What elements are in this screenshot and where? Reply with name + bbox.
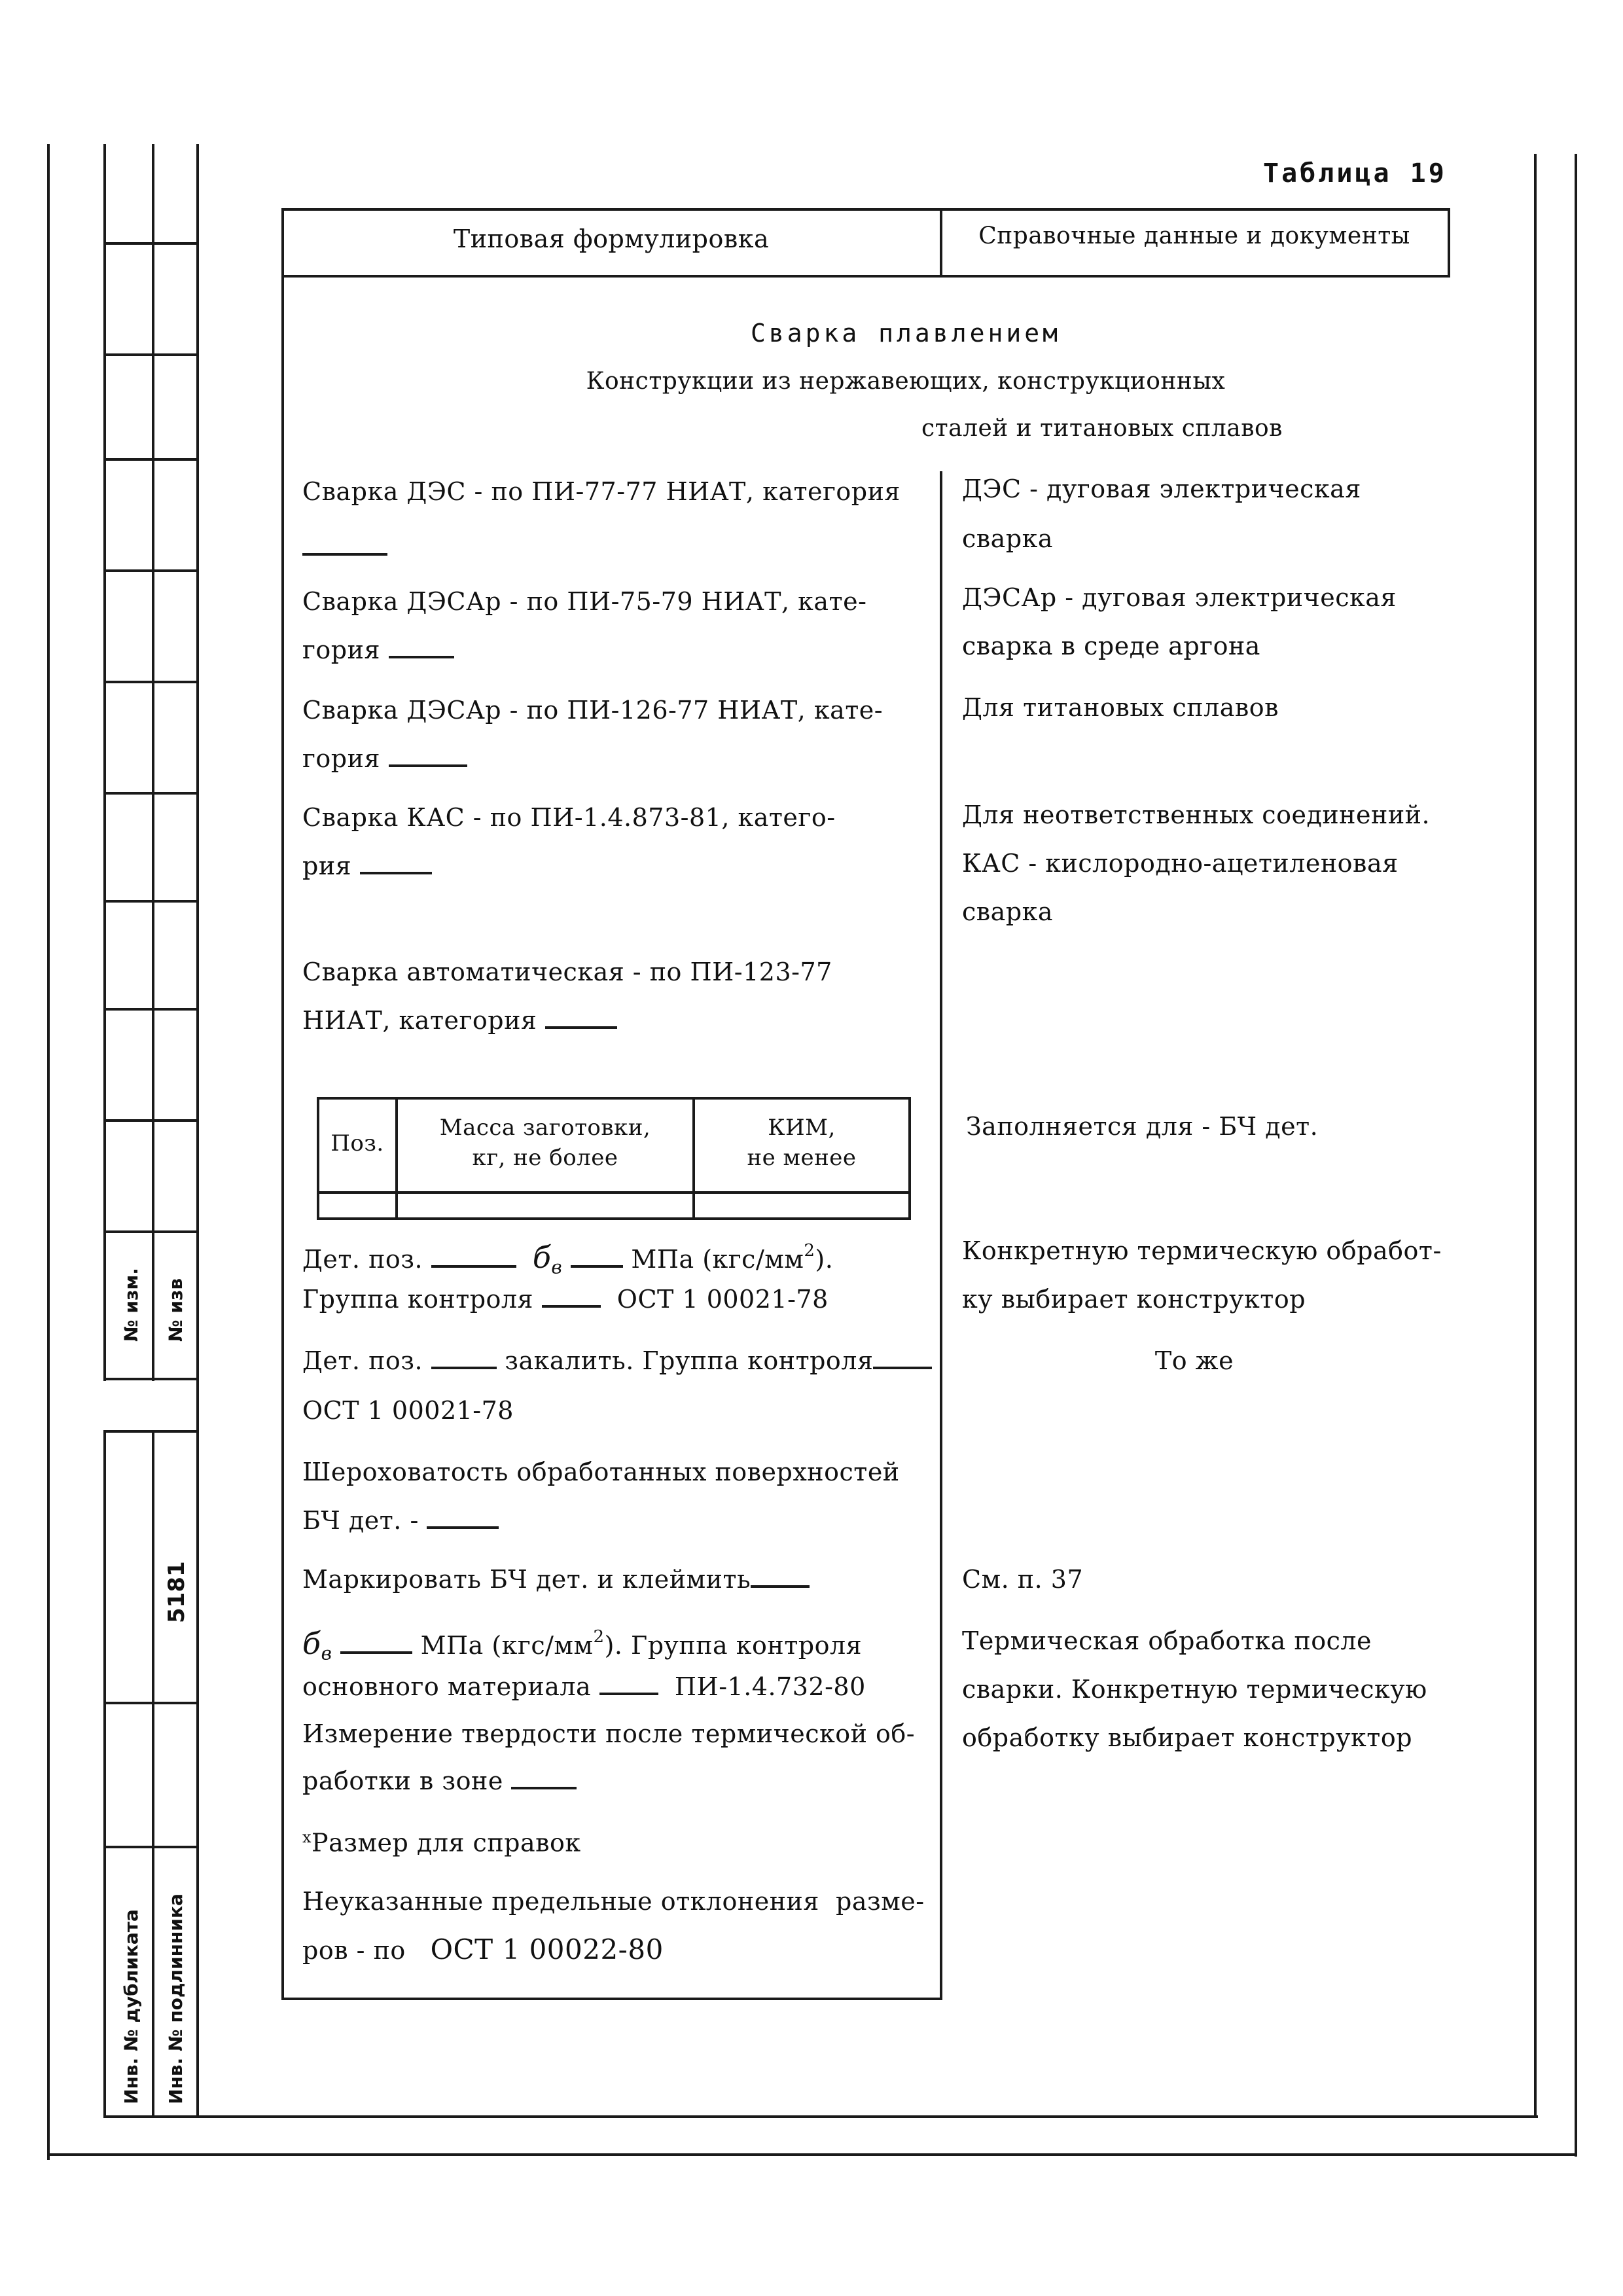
row11-blank-1: [340, 1632, 412, 1654]
row9-left-text: БЧ дет. -: [302, 1506, 419, 1535]
row6-right-line1: Заполняется для - БЧ дет.: [966, 1112, 1319, 1141]
row10-left-line1: [302, 1564, 810, 1594]
row3-left-text: гория: [302, 744, 380, 773]
frame-right-outer: [1575, 154, 1577, 2157]
inner-table-right: [908, 1097, 911, 1219]
strip-cell-line: [103, 353, 199, 356]
row7-text-c: ).: [815, 1245, 834, 1274]
inner-header-pos: Поз.: [330, 1130, 384, 1157]
row4-right-line3: сварка: [962, 897, 1054, 926]
inner-header-mass-2: кг, не более: [472, 1145, 618, 1171]
sigma-symbol: б: [532, 1240, 552, 1275]
strip-cell-line: [103, 242, 199, 245]
row11-left-line1: [302, 1622, 862, 1669]
strip-cell-line: [103, 458, 199, 461]
inner-header-kim-1: КИМ,: [768, 1115, 836, 1141]
row5-left-text: НИАТ, категория: [302, 1006, 537, 1035]
strip-cell-line: [103, 900, 199, 903]
row11-left-line4: [302, 1766, 577, 1796]
row2-left-line1: Сварка ДЭСАр - по ПИ-75-79 НИАТ, кате-: [302, 587, 867, 616]
sigma-sub: в: [551, 1256, 563, 1278]
row2-left-line2: [302, 635, 454, 665]
strip-cell-line: [103, 1008, 199, 1011]
row7-left-line2: [302, 1284, 829, 1314]
row1-right-line1: ДЭС - дуговая электрическая: [962, 475, 1361, 503]
row9-blank: [427, 1507, 499, 1529]
section-title: Сварка плавлением: [751, 319, 1061, 348]
row11-right-line2: сварки. Конкретную термическую: [962, 1675, 1427, 1704]
strip-line: [152, 144, 154, 1381]
row2-blank: [389, 636, 454, 658]
table-left: [281, 208, 284, 2000]
row7-right-line2: ку выбирает конструктор: [962, 1285, 1306, 1314]
row11-right-line3: обработку выбирает конструктор: [962, 1723, 1413, 1752]
row11-left-text4: работки в зоне: [302, 1767, 503, 1795]
row7-text-2a: Группа контроля: [302, 1285, 534, 1314]
row13-text-2b: ОСТ 1 00022-80: [430, 1933, 664, 1965]
row12-left-line1: [302, 1822, 581, 1858]
row13-left-line1: [302, 1886, 925, 1916]
sigma-sub: в: [321, 1642, 332, 1664]
row7-sup: 2: [804, 1241, 815, 1261]
table-divider: [940, 471, 942, 2000]
row7-text-b: МПа (кгс/мм: [631, 1245, 804, 1274]
row10-blank: [751, 1566, 810, 1588]
table-top: [281, 208, 1450, 211]
column-header-right: Справочные данные и документы: [978, 223, 1410, 249]
row9-left-line2: [302, 1505, 499, 1535]
row3-left-line2: [302, 744, 467, 774]
row8-left-line1: [302, 1346, 932, 1376]
margin-doc-number: 5181: [164, 1561, 190, 1623]
row3-left-line1: Сварка ДЭСАр - по ПИ-126-77 НИАТ, кате-: [302, 696, 883, 725]
strip-line: [152, 1430, 154, 2117]
strip-cell-line: [103, 1119, 199, 1122]
strip-cell-line: [103, 681, 199, 683]
row11-text-b: МПа (кгс/мм: [420, 1631, 594, 1660]
row4-left-text: рия: [302, 852, 352, 880]
frame-right-inner: [1534, 154, 1537, 2117]
table-label: Таблица 19: [1263, 158, 1447, 188]
table-bottom: [281, 1998, 942, 2000]
sigma-symbol: б: [302, 1626, 321, 1661]
row8-text-b: закалить. Группа контроля: [505, 1346, 874, 1375]
row11-text-2a: основного материала: [302, 1672, 592, 1701]
row4-right-line2: КАС - кислородно-ацетиленовая: [962, 849, 1399, 878]
row11-blank-2: [599, 1673, 658, 1695]
row11-text-c: ). Группа контроля: [604, 1631, 863, 1660]
strip-cell-line: [103, 1702, 199, 1704]
row8-blank-1: [431, 1347, 497, 1369]
row3-blank: [389, 745, 467, 767]
row11-text-2b: ПИ-1.4.732-80: [674, 1672, 866, 1701]
inner-table-bottom: [317, 1217, 911, 1220]
row7-text-a: Дет. поз.: [302, 1245, 423, 1274]
row3-right-line1: Для титановых сплавов: [962, 693, 1279, 722]
inner-table-header-bottom: [317, 1191, 911, 1194]
frame-inner-bottom: [196, 2115, 1538, 2118]
row13-left-line2: [302, 1935, 664, 1965]
row8-right-line1: То же: [1154, 1346, 1234, 1375]
row4-left-line1: Сварка КАС - по ПИ-1.4.873-81, катего-: [302, 803, 836, 832]
footnote-mark: x: [302, 1828, 312, 1846]
row10-left-text: Маркировать БЧ дет. и клеймить: [302, 1565, 751, 1594]
row7-blank-1: [431, 1246, 516, 1268]
table-right: [1448, 208, 1450, 278]
table-header-bottom: [281, 275, 1450, 278]
row5-left-line1: Сварка автоматическая - по ПИ-123-77: [302, 958, 832, 986]
strip-line: [196, 144, 199, 2117]
strip-cell-line: [103, 1230, 199, 1233]
margin-inv-dubl: Инв. № дубликата: [120, 1909, 142, 2104]
row7-left-line1: [302, 1236, 833, 1283]
row2-right-line2: сварка в среде аргона: [962, 632, 1260, 660]
inner-header-mass-1: Масса заготовки,: [439, 1115, 651, 1141]
row7-blank-3: [542, 1285, 601, 1308]
row7-text-2b: ОСТ 1 00021-78: [616, 1285, 829, 1314]
strip-cell-line: [103, 792, 199, 795]
row11-left-line2: [302, 1672, 866, 1702]
row2-right-line1: ДЭСАр - дуговая электрическая: [962, 583, 1397, 612]
row13-text-1a: Неуказанные предельные отклонения: [302, 1887, 819, 1916]
row7-blank-2: [571, 1246, 623, 1268]
row11-right-line1: Термическая обработка после: [962, 1626, 1372, 1655]
column-header-left: Типовая формулировка: [453, 224, 770, 253]
strip-cell-line: [103, 2115, 199, 2118]
inner-header-kim-2: не менее: [747, 1145, 857, 1171]
strip-line: [103, 144, 106, 1381]
row8-left-line2: ОСТ 1 00021-78: [302, 1396, 514, 1425]
row12-left-text: Размер для справок: [312, 1828, 581, 1857]
margin-izm: № изм.: [120, 1268, 142, 1342]
strip-line: [103, 1430, 199, 1433]
margin-inv-podl: Инв. № подлинника: [165, 1893, 187, 2104]
row1-blank: [302, 533, 387, 556]
inner-table-top: [317, 1097, 911, 1100]
strip-cell-line: [103, 569, 199, 572]
row5-left-line2: [302, 1005, 617, 1035]
strip-cell-line: [103, 1846, 199, 1848]
row10-right-line1: См. п. 37: [962, 1565, 1084, 1594]
row4-blank: [360, 852, 432, 874]
strip-line: [103, 1430, 106, 2117]
row11-blank-3: [511, 1767, 577, 1789]
frame-left-outer: [47, 144, 50, 2160]
section-subtitle-1: Конструкции из нержавеющих, конструкционных: [586, 368, 1226, 395]
row8-text-a: Дет. поз.: [302, 1346, 423, 1375]
row11-left-line3: Измерение твердости после термической об-: [302, 1719, 916, 1748]
margin-izv: № изв: [165, 1278, 187, 1342]
row13-text-2a: ров - по: [302, 1936, 406, 1965]
row5-blank: [545, 1007, 617, 1029]
row8-blank-2: [873, 1347, 932, 1369]
row4-left-line2: [302, 851, 432, 881]
row1-left-line1: Сварка ДЭС - по ПИ-77-77 НИАТ, категория: [302, 477, 901, 506]
section-subtitle-2: сталей и титановых сплавов: [921, 415, 1283, 442]
row9-left-line1: Шероховатость обработанных поверхностей: [302, 1458, 900, 1486]
frame-bottom: [47, 2153, 1577, 2156]
row2-left-text: гория: [302, 636, 380, 664]
row7-right-line1: Конкретную термическую обработ-: [962, 1236, 1442, 1265]
strip-line: [103, 1378, 199, 1380]
row4-right-line1: Для неответственных соединений.: [962, 800, 1431, 829]
row11-sup: 2: [593, 1627, 605, 1647]
row1-right-line2: сварка: [962, 524, 1054, 553]
row13-text-1b: разме-: [836, 1887, 925, 1916]
